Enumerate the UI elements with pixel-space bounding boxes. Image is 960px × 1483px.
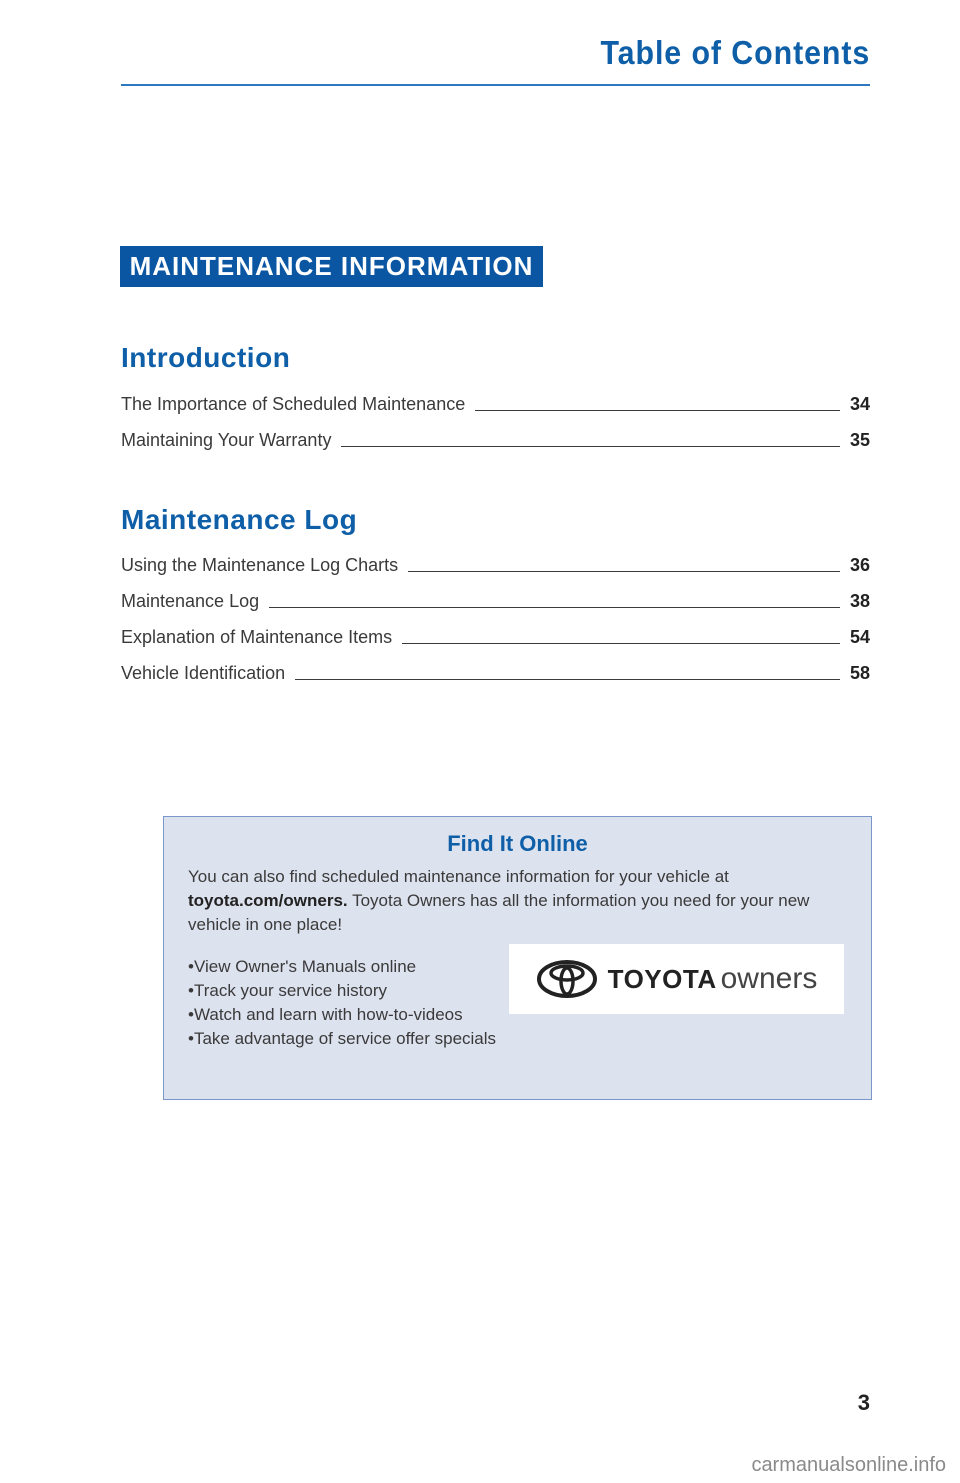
- page-number: 3: [857, 1390, 870, 1415]
- toc-page-number: 35: [849, 430, 870, 450]
- toc-leader-line: [269, 607, 840, 608]
- toc-page-number: 58: [849, 663, 870, 683]
- toc-entry[interactable]: [121, 660, 870, 684]
- toc-leader-line: [475, 410, 840, 411]
- toc-page-number: 36: [849, 555, 870, 575]
- online-intro-text: You can also find scheduled maintenance information for your vehicle at: [188, 867, 729, 886]
- feature-list: [188, 955, 496, 1051]
- toc-entry[interactable]: [121, 427, 870, 451]
- list-item: •Track your service history: [188, 981, 387, 1000]
- section-heading-maintenance-log: Maintenance Log: [121, 504, 358, 535]
- list-item: •View Owner's Manuals online: [188, 957, 417, 976]
- toc-leader-line: [408, 571, 840, 572]
- page-title: Table of Contents: [600, 34, 870, 71]
- toc-entry[interactable]: [121, 391, 870, 415]
- list-item: •Watch and learn with how-to-videos: [188, 1005, 463, 1024]
- logo-wordmark: [608, 962, 818, 996]
- toc-page-number: 54: [849, 627, 870, 647]
- toc-entry-label: Maintenance Log: [121, 591, 260, 611]
- section-banner: MAINTENANCE INFORMATION: [120, 246, 543, 287]
- logo-suffix-text: owners: [720, 962, 818, 995]
- online-body-text: Toyota Owners has all the information you need for your new vehicle in one place!: [188, 891, 810, 934]
- logo-brand-text: TOYOTA: [607, 964, 717, 994]
- toc-entry[interactable]: [121, 588, 870, 612]
- toc-entry-label: Maintaining Your Warranty: [121, 430, 332, 450]
- toc-leader-line: [295, 679, 840, 680]
- section-heading-introduction: Introduction: [121, 342, 291, 373]
- title-divider: [121, 84, 870, 86]
- watermark: carmanualsonline.info: [751, 1454, 946, 1476]
- toc-page-number: 34: [849, 394, 870, 414]
- owners-site-link[interactable]: toyota.com/owners.: [188, 891, 348, 910]
- toc-entry-label: The Importance of Scheduled Maintenance: [121, 394, 466, 414]
- find-it-online-title: Find It Online: [447, 831, 588, 856]
- toc-page-number: 38: [849, 591, 870, 611]
- toyota-owners-logo: [509, 944, 844, 1014]
- toc-entry-label: Explanation of Maintenance Items: [121, 627, 393, 647]
- find-it-online-box: [163, 816, 872, 1100]
- toc-entry[interactable]: [121, 552, 870, 576]
- toc-leader-line: [341, 446, 840, 447]
- toc-leader-line: [402, 643, 840, 644]
- find-it-online-description: [188, 865, 828, 937]
- toc-entry[interactable]: [121, 624, 870, 648]
- toc-entry-label: Using the Maintenance Log Charts: [121, 555, 399, 575]
- toyota-emblem-icon: [536, 959, 598, 999]
- list-item: •Take advantage of service offer specials: [188, 1029, 497, 1048]
- toc-entry-label: Vehicle Identification: [121, 663, 286, 683]
